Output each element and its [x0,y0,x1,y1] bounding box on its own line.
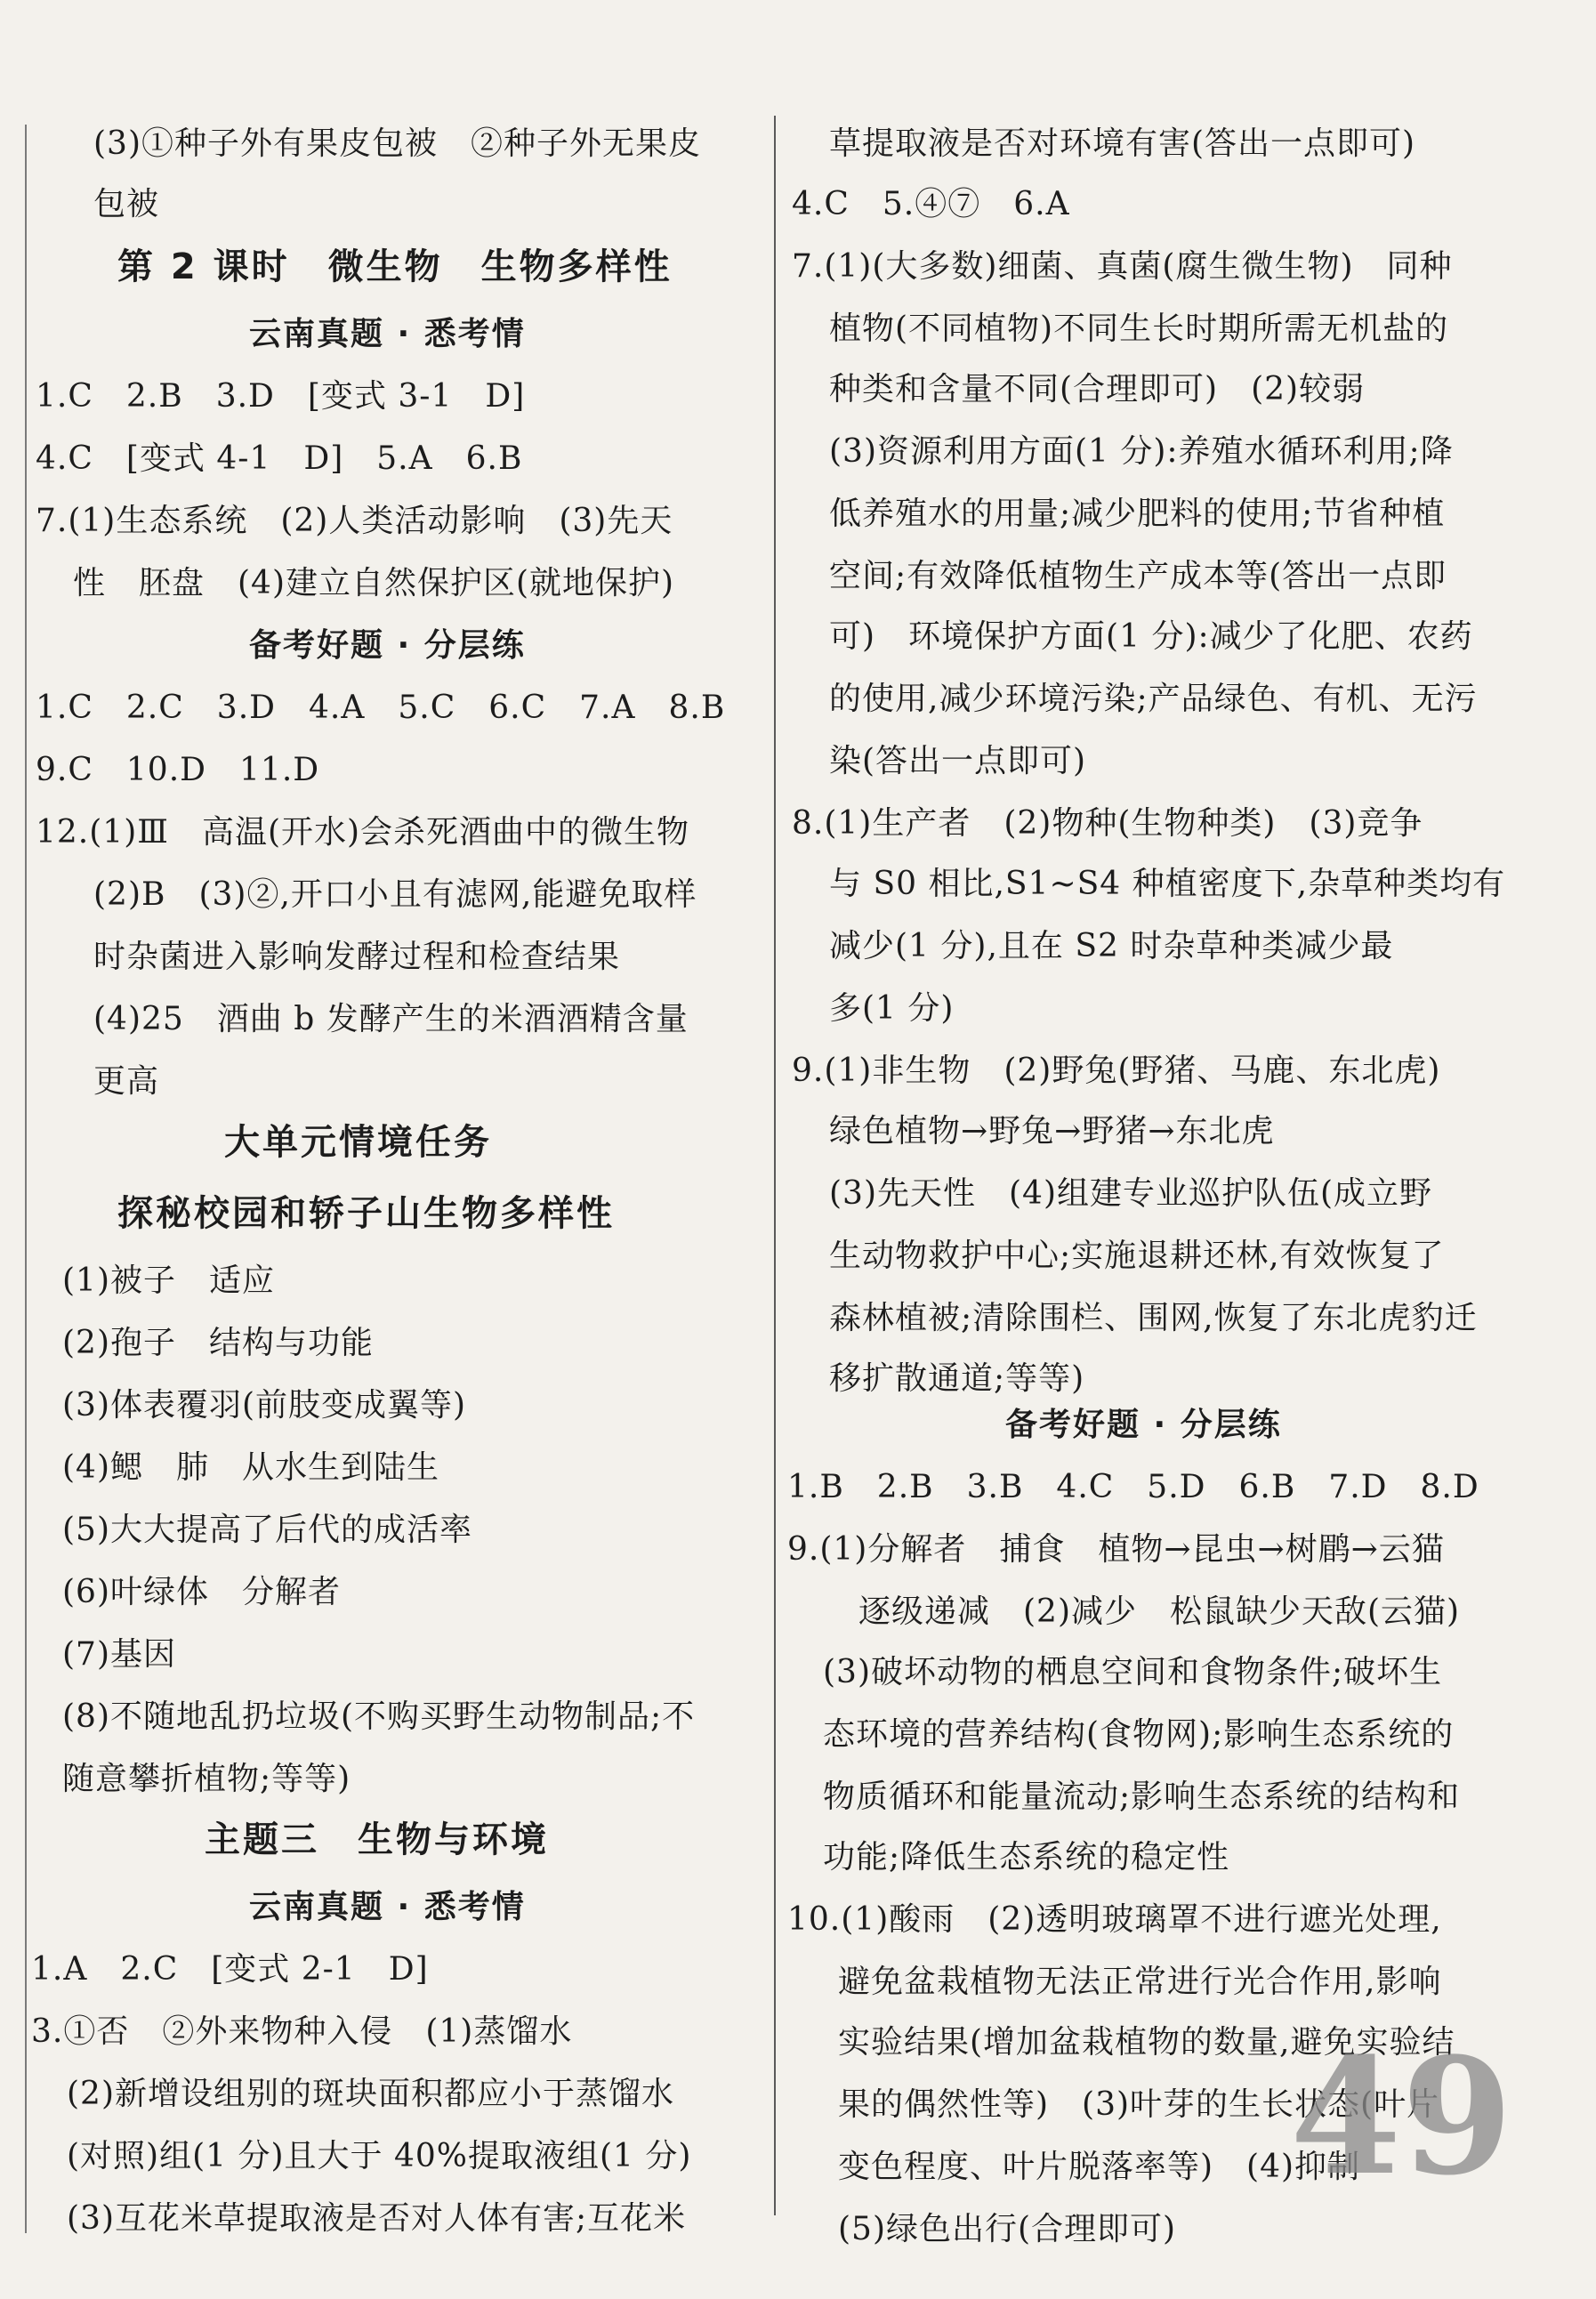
answer-line: 绿色植物→野兔→野猪→东北虎 [829,1113,1275,1150]
answer-line: (5)绿色出行(合理即可) [838,2211,1177,2247]
answer-line: 变色程度、叶片脱落率等) (4)抑制 [838,2149,1361,2185]
page-number: 49 [1290,2023,1513,2211]
answer-line: 生动物救护中心;实施退耕还林,有效恢复了 [829,1238,1445,1274]
answer-line: 避免盆栽植物无法正常进行光合作用,影响 [838,1964,1442,2000]
answer-line: (2)孢子 结构与功能 [62,1325,374,1361]
answer-line: (3)①种子外有果皮包被 ②种子外无果皮 [93,125,701,162]
answer-line: 可) 环境保护方面(1 分):减少了化肥、农药 [829,618,1473,655]
answer-line: 12.(1)Ⅲ 高温(开水)会杀死酒曲中的微生物 [36,814,690,851]
answer-line: 态环境的营养结构(食物网);影响生态系统的 [823,1716,1455,1753]
answer-line: (8)不随地乱扔垃圾(不购买野生动物制品;不 [62,1698,696,1735]
answer-line: 4.C 5.④⑦ 6.A [792,186,1070,222]
left-margin-rule [25,125,27,2233]
answer-line: 逐级递减 (2)减少 松鼠缺少天敌(云猫) [858,1593,1461,1630]
answer-line: 的使用,减少环境污染;产品绿色、有机、无污 [829,681,1478,717]
answer-line: (2)新增设组别的斑块面积都应小于蒸馏水 [67,2076,674,2112]
answer-line: 减少(1 分),且在 S2 时杂草种类减少最 [829,928,1394,964]
answer-line: 4.C [变式 4-1 D] 5.A 6.B [36,440,523,477]
section-heading: 探秘校园和轿子山生物多样性 [117,1193,615,1234]
answer-line: (4)鳃 肺 从水生到陆生 [62,1449,439,1486]
answer-line: (3)互花米草提取液是否对人体有害;互花米 [67,2200,687,2237]
answer-line: (7)基因 [62,1636,176,1673]
answer-line: 3.①否 ②外来物种入侵 (1)蒸馏水 [31,2013,573,2050]
answer-line: (对照)组(1 分)且大于 40%提取液组(1 分) [67,2138,692,2174]
section-heading: 云南真题 · 悉考情 [249,1889,526,1925]
answer-line: (1)被子 适应 [62,1262,275,1299]
answer-line: 种类和含量不同(合理即可) (2)较弱 [829,371,1366,407]
answer-line: 1.B 2.B 3.B 4.C 5.D 6.B 7.D 8.D [787,1469,1479,1505]
answer-line: 功能;降低生态系统的稳定性 [823,1839,1230,1876]
answer-line: 果的偶然性等) (3)叶芽的生长状态(叶片 [838,2086,1440,2123]
answer-line: 9.C 10.D 11.D [36,752,320,788]
answer-line: (3)体表覆羽(前肢变成翼等) [62,1387,467,1424]
answer-line: (5)大大提高了后代的成活率 [62,1512,472,1548]
answer-line: 移扩散通道;等等) [829,1360,1085,1397]
answer-line: 9.(1)分解者 捕食 植物→昆虫→树鹛→云猫 [787,1531,1445,1568]
section-heading: 大单元情境任务 [224,1122,492,1163]
section-heading: 备考好题 · 分层练 [1005,1407,1282,1443]
answer-line: 植物(不同植物)不同生长时期所需无机盐的 [829,311,1449,347]
answer-line: (3)破坏动物的栖息空间和食物条件;破坏生 [823,1654,1443,1690]
answer-line: 实验结果(增加盆栽植物的数量,避免实验结 [838,2024,1455,2061]
section-heading: 云南真题 · 悉考情 [249,316,526,352]
answer-line: (2)B (3)②,开口小且有滤网,能避免取样 [93,876,697,913]
answer-line: 1.C 2.B 3.D [变式 3-1 D] [36,378,526,415]
answer-line: 与 S0 相比,S1~S4 种植密度下,杂草种类均有 [829,866,1506,902]
answer-line: 1.C 2.C 3.D 4.A 5.C 6.C 7.A 8.B [36,690,726,726]
answer-line: 10.(1)酸雨 (2)透明玻璃罩不进行遮光处理, [787,1901,1442,1938]
answer-line: 多(1 分) [829,990,955,1027]
column-divider [774,116,776,2215]
answer-line: 1.A 2.C [变式 2-1 D] [31,1951,429,1988]
answer-line: 8.(1)生产者 (2)物种(生物种类) (3)竞争 [792,805,1423,842]
answer-line: 空间;有效降低植物生产成本等(答出一点即 [829,558,1447,594]
answer-line: (3)资源利用方面(1 分):养殖水循环利用;降 [829,433,1454,470]
answer-line: 低养殖水的用量;减少肥料的使用;节省种植 [829,496,1446,532]
answer-line: 更高 [93,1063,160,1100]
section-heading: 备考好题 · 分层练 [249,627,526,664]
answer-line: 物质循环和能量流动;影响生态系统的结构和 [823,1779,1461,1815]
answer-line: 性 胚盘 (4)建立自然保护区(就地保护) [73,565,675,601]
answer-line: 包被 [93,186,160,222]
answer-line: (4)25 酒曲 b 发酵产生的米酒酒精含量 [93,1001,689,1037]
answer-line: 7.(1)(大多数)细菌、真菌(腐生微生物) 同种 [792,248,1453,285]
answer-line: 7.(1)生态系统 (2)人类活动影响 (3)先天 [36,503,673,539]
answer-line: 染(答出一点即可) [829,743,1087,779]
answer-line: 随意攀折植物;等等) [62,1761,351,1797]
answer-line: 草提取液是否对环境有害(答出一点即可) [829,125,1416,162]
answer-line: 时杂菌进入影响发酵过程和检查结果 [93,939,621,975]
answer-line: 森林植被;清除围栏、围网,恢复了东北虎豹迁 [829,1300,1478,1336]
answer-line: (3)先天性 (4)组建专业巡护队伍(成立野 [829,1175,1433,1212]
answer-line: 9.(1)非生物 (2)野兔(野猪、马鹿、东北虎) [792,1053,1441,1089]
section-heading: 主题三 生物与环境 [205,1819,549,1860]
section-heading: 第 2 课时 微生物 生物多样性 [117,246,673,287]
answer-line: (6)叶绿体 分解者 [62,1574,341,1610]
